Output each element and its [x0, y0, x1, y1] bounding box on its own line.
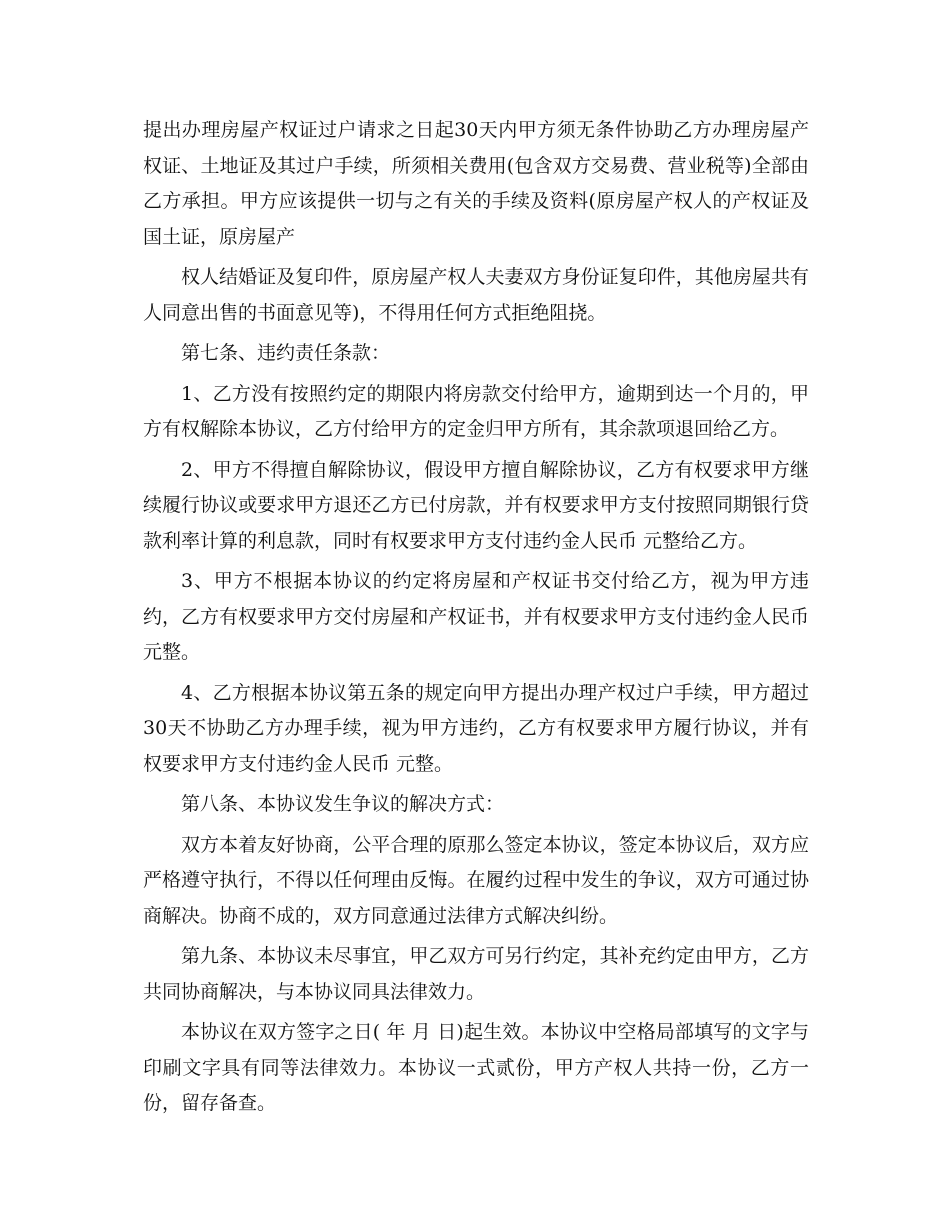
- paragraph-continuation: 提出办理房屋产权证过户请求之日起30天内甲方须无条件协助乙方办理房屋产权证、土地证及其过户手续，所须相关费用(包含双方交易费、营业税等)全部由乙方承担。甲方应该提供一切与之有关的手续及资料(原房屋产权人的产权证及国土证，原房屋产: [143, 119, 809, 248]
- paragraph-article-9: 第九条、本协议未尽事宜，甲乙双方可另行约定，其补充约定由甲方，乙方共同协商解决，与本协议同具法律效力。: [143, 945, 809, 1003]
- clause-7-4: 4、乙方根据本协议第五条的规定向甲方提出办理产权过户手续，甲方超过30天不协助乙方办理手续，视为甲方违约，乙方有权要求甲方履行协议，并有权要求甲方支付违约金人民币 元整。: [143, 681, 809, 775]
- heading-article-7: 第七条、违约责任条款：: [181, 342, 391, 364]
- paragraph-required-documents: 权人结婚证及复印件，原房屋产权人夫妻双方身份证复印件，其他房屋共有人同意出售的书面意见等)，不得用任何方式拒绝阻挠。: [143, 266, 809, 324]
- clause-7-3: 3、甲方不根据本协议的约定将房屋和产权证书交付给乙方，视为甲方违约，乙方有权要求甲方交付房屋和产权证书，并有权要求甲方支付违约金人民币 元整。: [143, 570, 809, 663]
- clause-7-2: 2、甲方不得擅自解除协议，假设甲方擅自解除协议，乙方有权要求甲方继续履行协议或要求甲方退还乙方已付房款，并有权要求甲方支付按照同期银行贷款利率计算的利息款，同时有权要求甲方支付违约金人民币 元整给乙方。: [143, 458, 809, 552]
- clause-7-1: 1、乙方没有按照约定的期限内将房款交付给甲方，逾期到达一个月的，甲方有权解除本协议，乙方付给甲方的定金归甲方所有，其余款项退回给乙方。: [143, 382, 809, 440]
- heading-article-8: 第八条、本协议发生争议的解决方式：: [181, 793, 505, 815]
- paragraph-effective-date: 本协议在双方签字之日( 年 月 日)起生效。本协议中空格局部填写的文字与印刷文字具有同等法律效力。本协议一式贰份，甲方产权人共持一份，乙方一份，留存备查。: [143, 1021, 809, 1114]
- paragraph-dispute-resolution: 双方本着友好协商，公平合理的原那么签定本协议，签定本协议后，双方应严格遵守执行，不得以任何理由反悔。在履约过程中发生的争议，双方可通过协商解决。协商不成的，双方同意通过法律方式解决纠纷。: [143, 833, 809, 927]
- document-body: [143, 113, 809, 1122]
